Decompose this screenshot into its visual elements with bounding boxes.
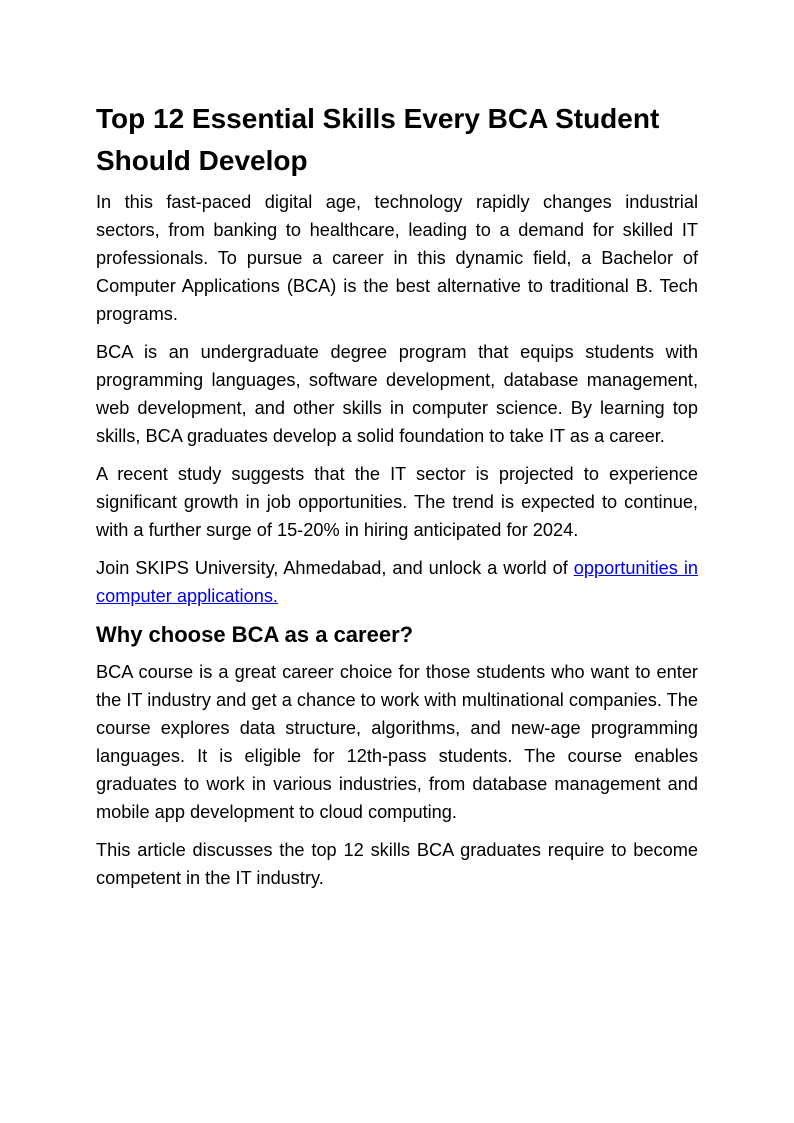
join-paragraph [96,554,698,610]
opportunities-link[interactable]: opportunities in computer applications. [96,558,698,606]
article-summary-paragraph: This article discusses the top 12 skills BCA graduates require to become competent in the IT industry. [96,840,698,888]
intro-paragraph: In this fast-paced digital age, technology rapidly changes industrial sectors, from banking to healthcare, leading to a demand for skilled IT professionals. To pursue a career in this dynamic field, a Bachelor of Computer Applications (BCA) is the best alternative to traditional B. Tech programs. [96,192,698,324]
document-page [96,98,698,902]
bca-definition-paragraph: BCA is an undergraduate degree program that equips students with programming languages, software development, database management, web development, and other skills in computer science. By learning top skills, BCA graduates develop a solid foundation to take IT as a career. [96,342,698,446]
page-title: Top 12 Essential Skills Every BCA Student Should Develop [96,103,660,176]
career-paragraph: BCA course is a great career choice for those students who want to enter the IT industry and get a chance to work with multinational companies. The course explores data structure, algorithms, and new-age programming languages. It is eligible for 12th-pass students. The course enables graduates to work in various industries, from database management and mobile app development to cloud computing. [96,662,698,822]
join-text: Join SKIPS University, Ahmedabad, and unlock a world of [96,558,574,578]
study-paragraph: A recent study suggests that the IT sector is projected to experience significant growth in job opportunities. The trend is expected to continue, with a further surge of 15-20% in hiring anticipated for 2024. [96,464,698,540]
section-heading: Why choose BCA as a career? [96,622,414,647]
